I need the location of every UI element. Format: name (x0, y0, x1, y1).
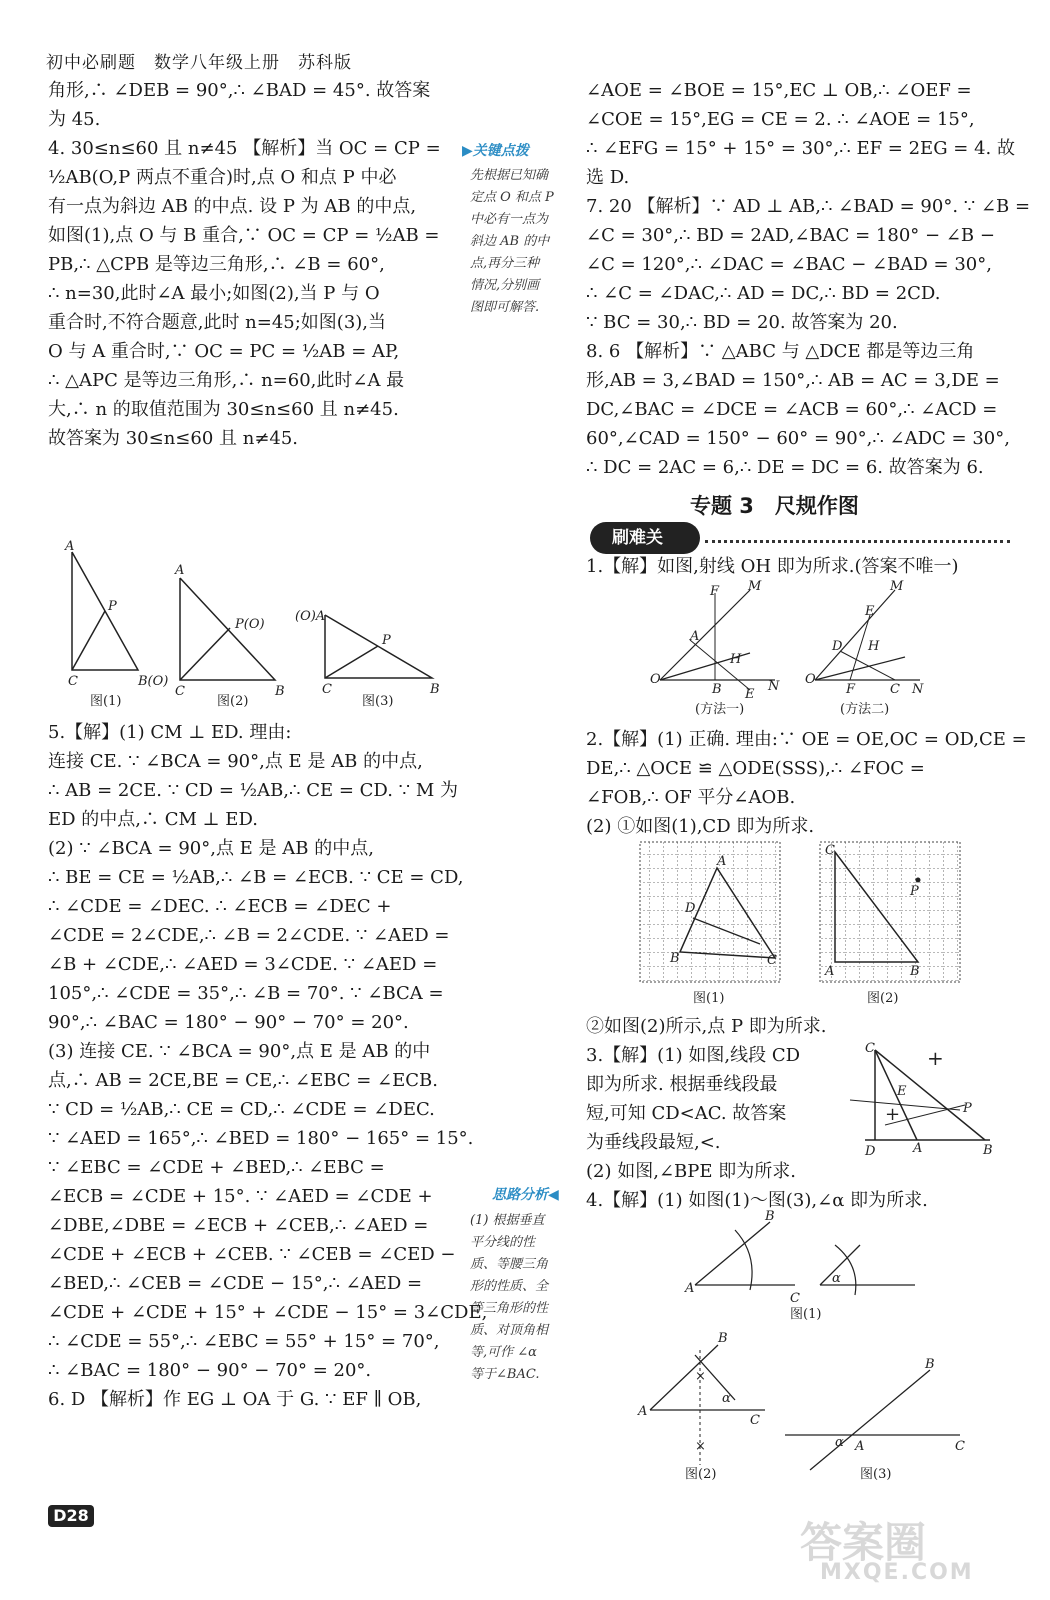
text-line: ∵ BC = 30,∴ BD = 20. 故答案为 20. (586, 312, 898, 333)
text-line: 1.【解】如图,射线 OH 即为所求.(答案不唯一) (586, 556, 959, 577)
text-line: 60°,∠CAD = 150° − 60° = 90°,∴ ∠ADC = 30°, (586, 428, 1010, 449)
q3-figure (845, 1040, 1005, 1160)
svg-text:图(2): 图(2) (685, 1467, 717, 1482)
svg-text:图(3): 图(3) (860, 1467, 892, 1482)
svg-text:A: A (685, 1281, 695, 1296)
svg-text:A: A (913, 1141, 923, 1156)
svg-text:O: O (650, 672, 661, 687)
svg-text:H: H (868, 639, 880, 654)
text-line: 点,∴ AB = 2CE,BE = CE,∴ ∠EBC = ∠ECB. (48, 1070, 439, 1091)
svg-text:图(3): 图(3) (362, 694, 394, 709)
svg-text:M: M (748, 579, 762, 594)
svg-text:图(2): 图(2) (217, 694, 249, 709)
svg-text:图(2): 图(2) (867, 991, 899, 1006)
svg-text:B: B (430, 682, 440, 697)
svg-text:α: α (832, 1271, 841, 1286)
text-line: ∴ BE = CE = ½AB,∴ ∠B = ∠ECB. ∵ CE = CD, (48, 867, 464, 888)
svg-text:(O)A: (O)A (295, 609, 326, 624)
svg-text:D: D (685, 901, 696, 916)
svg-text:F: F (846, 682, 856, 697)
side-note-title: 思路分析◀ (492, 1187, 559, 1203)
text-line: ∠ECB = ∠CDE + 15°. ∵ ∠AED = ∠CDE + (48, 1186, 433, 1207)
text-line: 105°,∴ ∠CDE = 35°,∴ ∠B = 70°. ∵ ∠BCA = (48, 983, 444, 1004)
text-line: ∴ n=30,此时∠A 最小;如图(2),当 P 与 O (48, 283, 380, 304)
q2-fig2 (820, 842, 960, 1006)
text-line: 有一点为斜边 AB 的中点. 设 P 为 AB 的中点, (48, 196, 417, 217)
text-line: ∠CDE + ∠ECB + ∠CEB. ∵ ∠CEB = ∠CED − (48, 1244, 456, 1265)
q2-fig1 (640, 842, 780, 1006)
text-line: ∴ DC = 2AC = 6,∴ DE = DC = 6. 故答案为 6. (586, 457, 984, 478)
svg-text:+: + (927, 1046, 944, 1070)
svg-text:C: C (68, 674, 78, 689)
text-line: ∠BED,∴ ∠CEB = ∠CDE − 15°,∴ ∠AED = (48, 1273, 423, 1294)
svg-text:C: C (865, 1041, 875, 1056)
text-line: 故答案为 30≤n≤60 且 n≠45. (48, 428, 299, 449)
text-line: ∵ ∠AED = 165°,∴ ∠BED = 180° − 165° = 15°. (48, 1128, 474, 1149)
text-line: 即为所求. 根据垂线段最 (586, 1074, 778, 1095)
svg-text:P(O): P(O) (235, 617, 265, 632)
text-line: 8. 6 【解析】∵ △ABC 与 △DCE 都是等边三角 (586, 341, 975, 362)
text-line: 7. 20 【解析】∵ AD ⊥ AB,∴ ∠BAD = 90°. ∵ ∠B = (586, 196, 1031, 217)
q4c-fig2 (637, 1331, 765, 1482)
svg-text:B: B (910, 964, 920, 979)
svg-text:E: E (897, 1084, 907, 1099)
q1-figures (650, 579, 990, 720)
text-line: ∠AOE = ∠BOE = 15°,EC ⊥ OB,∴ ∠OEF = (586, 80, 972, 101)
svg-text:图(1): 图(1) (693, 991, 725, 1006)
svg-text:(方法一): (方法一) (695, 702, 745, 717)
text-line: ∴ ∠C = ∠DAC,∴ AD = DC,∴ BD = 2CD. (586, 283, 941, 304)
svg-text:B: B (983, 1143, 993, 1158)
section-divider (705, 540, 1010, 543)
text-line: 6. D 【解析】作 EG ⊥ OA 于 G. ∵ EF ∥ OB, (48, 1389, 422, 1410)
svg-text:+: + (885, 1104, 901, 1125)
difficulty-badge: 刷难关 (590, 522, 700, 554)
method-two (805, 579, 924, 717)
text-line: ∴ ∠CDE = 55°,∴ ∠EBC = 55° + 15° = 70°, (48, 1331, 440, 1352)
q4-fig1 (64, 539, 168, 709)
svg-text:P: P (910, 884, 919, 899)
svg-text:P: P (963, 1101, 972, 1116)
q2-grid-figures (635, 840, 965, 1010)
svg-text:N: N (768, 679, 780, 694)
text-line: 重合时,不符合题意,此时 n=45;如图(3),当 (48, 312, 387, 333)
svg-text:M: M (890, 579, 904, 594)
text-line: 5.【解】(1) CM ⊥ ED. 理由: (48, 722, 292, 743)
svg-text:C: C (175, 684, 185, 699)
watermark-url: MXQE.COM (820, 1560, 974, 1585)
text-line: ED 的中点,∴ CM ⊥ ED. (48, 809, 258, 830)
text-line: DC,∠BAC = ∠DCE = ∠ACB = 60°,∴ ∠ACD = (586, 399, 998, 420)
svg-text:C: C (790, 1291, 800, 1306)
svg-text:A: A (690, 629, 700, 644)
svg-text:A: A (717, 854, 727, 869)
text-line: (2) ①如图(1),CD 即为所求. (586, 816, 815, 837)
text-line: ∠C = 30°,∴ BD = 2AD,∠BAC = 180° − ∠B − (586, 225, 995, 246)
text-line: ∠CDE + ∠CDE + 15° + ∠CDE − 15° = 3∠CDE, (48, 1302, 488, 1323)
svg-text:B(O): B(O) (138, 674, 169, 689)
text-line: O 与 A 重合时,∵ OC = PC = ½AB = AP, (48, 341, 400, 362)
svg-text:A: A (175, 563, 185, 578)
svg-text:C: C (890, 682, 900, 697)
svg-text:B: B (765, 1209, 775, 1224)
text-line: 形,AB = 3,∠BAD = 150°,∴ AB = AC = 3,DE = (586, 370, 1000, 391)
right-q2 (586, 725, 1027, 841)
svg-text:H: H (730, 652, 742, 667)
svg-text:C: C (750, 1413, 760, 1428)
text-line: 短,可知 CD<AC. 故答案 (586, 1103, 787, 1124)
svg-text:×: × (695, 1439, 706, 1454)
text-line: 如图(1),点 O 与 B 重合,∵ OC = CP = ½AB = (48, 225, 440, 246)
text-line: 3.【解】(1) 如图,线段 CD (586, 1045, 801, 1066)
right-q1 (586, 552, 1016, 581)
svg-text:E: E (865, 604, 875, 619)
side-note-thinking: (1) 根据垂直 平分线的性 质、等腰三角 形的性质、全 等三角形的性 质、对顶角相 等,可作 ∠α 等于∠BAC. (470, 1213, 549, 1382)
side-note-key-points: 先根据已知确 定点 O 和点 P 中必有一点为 斜边 AB 的中 点,再分三种 情况,分别画 图即可解答. (470, 168, 554, 315)
text-line: ∴ ∠EFG = 15° + 15° = 30°,∴ EF = 2EG = 4. 故 (586, 138, 1015, 159)
svg-text:图(1): 图(1) (90, 694, 122, 709)
svg-text:(方法二): (方法二) (840, 702, 890, 717)
page-number: D28 (48, 1505, 94, 1527)
text-line: ∵ ∠EBC = ∠CDE + ∠BED,∴ ∠EBC = (48, 1157, 385, 1178)
svg-text:B: B (712, 682, 722, 697)
q4-fig3 (295, 609, 440, 709)
svg-text:B: B (718, 1331, 728, 1346)
q4-fig2 (174, 563, 285, 709)
text-line: (2) 如图,∠BPE 即为所求. (586, 1161, 796, 1182)
text-line: ∴ ∠BAC = 180° − 90° − 70° = 20°. (48, 1360, 372, 1381)
text-line: 为 45. (48, 109, 101, 130)
text-line: (2) ∵ ∠BCA = 90°,点 E 是 AB 的中点, (48, 838, 374, 859)
svg-text:D: D (865, 1144, 876, 1159)
text-line: ∠CDE = 2∠CDE,∴ ∠B = 2∠CDE. ∵ ∠AED = (48, 925, 450, 946)
text-line: 4.【解】(1) 如图(1)～图(3),∠α 即为所求. (586, 1190, 928, 1211)
text-line: ②如图(2)所示,点 P 即为所求. (586, 1016, 827, 1037)
text-line: DE,∴ △OCE ≌ △ODE(SSS),∴ ∠FOC = (586, 758, 925, 779)
section-title: 专题 3 尺规作图 (690, 494, 859, 518)
svg-text:B: B (670, 951, 680, 966)
svg-text:P: P (382, 633, 391, 648)
svg-text:×: × (695, 1369, 706, 1384)
svg-text:F: F (710, 584, 720, 599)
svg-text:E: E (745, 687, 755, 702)
svg-text:B: B (275, 684, 285, 699)
svg-text:B: B (925, 1357, 935, 1372)
text-line: ∠FOB,∴ OF 平分∠AOB. (586, 787, 796, 808)
q4-construction-figures (630, 1210, 1000, 1490)
q4c-fig1 (684, 1209, 915, 1322)
text-line: 连接 CE. ∵ ∠BCA = 90°,点 E 是 AB 的中点, (48, 751, 423, 772)
text-line: 90°,∴ ∠BAC = 180° − 90° − 70° = 20°. (48, 1012, 409, 1033)
svg-text:A: A (65, 539, 75, 554)
text-line: ∵ CD = ½AB,∴ CE = CD,∴ ∠CDE = ∠DEC. (48, 1099, 435, 1120)
left-column-bottom (48, 718, 488, 1414)
watermark: 答案圈 (800, 1518, 927, 1567)
svg-text:A: A (825, 964, 835, 979)
svg-text:D: D (832, 639, 843, 654)
text-line: ∠COE = 15°,EG = CE = 2. ∴ ∠AOE = 15°, (586, 109, 975, 130)
text-line: ∴ ∠CDE = ∠DEC. ∴ ∠ECB = ∠DEC + (48, 896, 392, 917)
svg-text:图(1): 图(1) (790, 1307, 822, 1322)
svg-text:N: N (912, 682, 924, 697)
text-line: 选 D. (586, 167, 630, 188)
q4c-fig3 (785, 1357, 965, 1482)
left-column-top (48, 76, 468, 453)
svg-text:α: α (722, 1391, 731, 1406)
text-line: PB,∴ △CPB 是等边三角形,∴ ∠B = 60°, (48, 254, 385, 275)
side-note-title: ▶关键点拨 (462, 143, 529, 159)
svg-text:C: C (825, 843, 835, 858)
svg-text:α: α (835, 1435, 844, 1450)
text-line: 4. 30≤n≤60 且 n≠45 【解析】当 OC = CP = (48, 138, 441, 159)
text-line: (3) 连接 CE. ∵ ∠BCA = 90°,点 E 是 AB 的中 (48, 1041, 431, 1062)
text-line: ½AB(O,P 两点不重合)时,点 O 和点 P 中必 (48, 167, 397, 188)
svg-text:C: C (955, 1439, 965, 1454)
running-header: 初中必刷题 数学八年级上册 苏科版 (46, 53, 352, 73)
text-line: ∠DBE,∠DBE = ∠ECB + ∠CEB,∴ ∠AED = (48, 1215, 429, 1236)
svg-text:A: A (855, 1439, 865, 1454)
text-line: ∠C = 120°,∴ ∠DAC = ∠BAC − ∠BAD = 30°, (586, 254, 992, 275)
q4-figures (60, 540, 460, 710)
text-line: 角形,∴ ∠DEB = 90°,∴ ∠BAD = 45°. 故答案 (48, 80, 431, 101)
text-line: 为垂线段最短,<. (586, 1132, 721, 1153)
svg-text:P: P (108, 599, 117, 614)
text-line: ∴ AB = 2CE. ∵ CD = ½AB,∴ CE = CD. ∵ M 为 (48, 780, 458, 801)
svg-text:C: C (767, 953, 777, 968)
svg-text:O: O (805, 672, 816, 687)
text-line: 大,∴ n 的取值范围为 30≤n≤60 且 n≠45. (48, 399, 399, 420)
text-line: 2.【解】(1) 正确. 理由:∵ OE = OE,OC = OD,CE = (586, 729, 1027, 750)
right-column-top (586, 76, 1031, 482)
svg-text:A: A (638, 1404, 648, 1419)
text-line: ∴ △APC 是等边三角形,∴ n=60,此时∠A 最 (48, 370, 405, 391)
method-one (650, 579, 780, 717)
svg-text:C: C (322, 682, 332, 697)
text-line: ∠B + ∠CDE,∴ ∠AED = 3∠CDE. ∵ ∠AED = (48, 954, 438, 975)
